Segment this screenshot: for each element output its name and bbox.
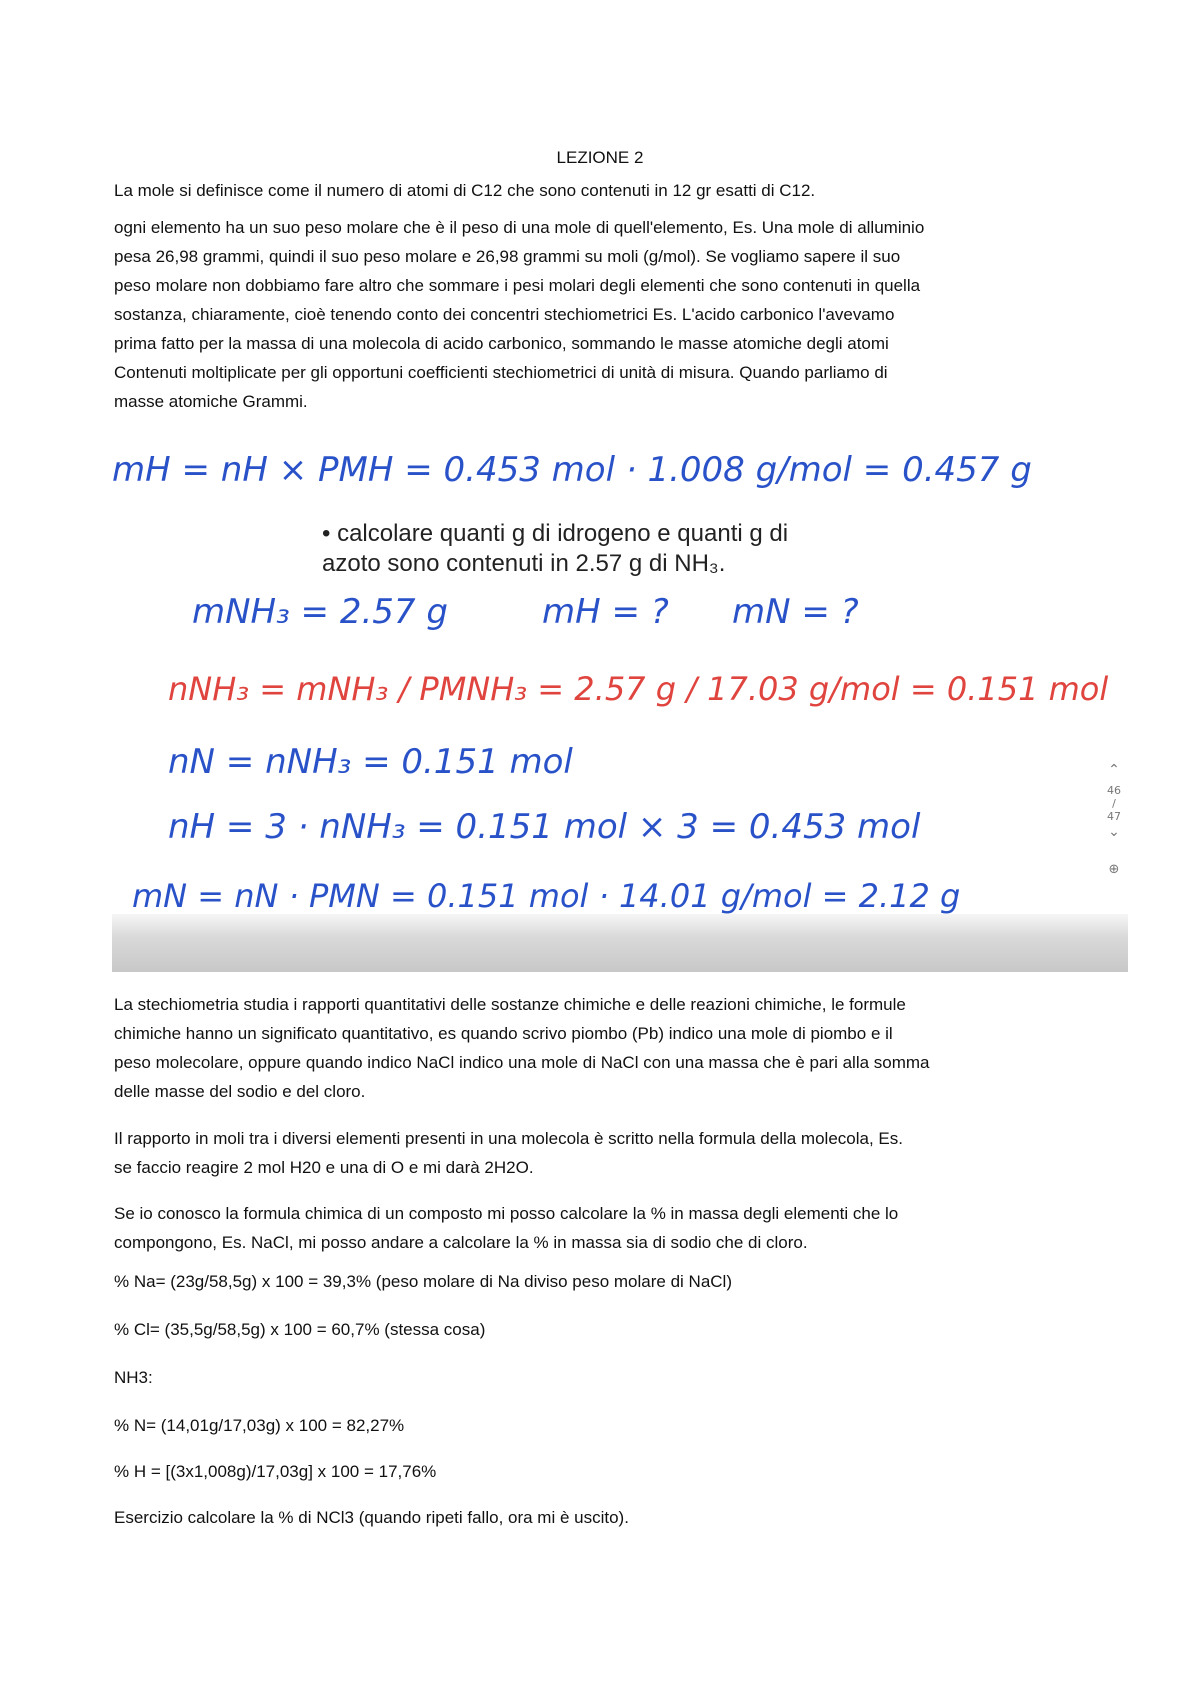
handwritten-mn-unknown: mN = ?	[732, 592, 859, 632]
paragraph-percentuale-massa	[114, 1199, 1099, 1257]
text-line: pesa 26,98 grammi, quindi il suo peso molare e 26,98 grammi su moli (g/mol). Se vogliamo sapere il suo	[114, 247, 901, 266]
text-line: sostanza, chiaramente, cioè tenendo conto dei concentri stechiometrici Es. L'acido carbonico l'avevamo	[114, 305, 895, 324]
exercise-text: Esercizio calcolare la % di NCl3 (quando ripeti fallo, ora mi è uscito).	[114, 1508, 629, 1527]
text-line: se faccio reagire 2 mol H20 e una di O e mi darà 2H2O.	[114, 1158, 534, 1177]
handwritten-m-n: mN = nN · PMN = 0.151 mol · 14.01 g/mol = 2.12 g	[132, 877, 961, 915]
intro-paragraph: La mole si definisce come il numero di atomi di C12 che sono contenuti in 12 gr esatti di C12.	[114, 181, 816, 200]
page-number-separator: /	[1112, 797, 1116, 810]
text-line: chimiche hanno un significato quantitativo, es quando scrivo piombo (Pb) indico una mole di piombo e il	[114, 1024, 893, 1043]
text-line: delle masse del sodio e del cloro.	[114, 1082, 366, 1101]
text-line: Se io conosco la formula chimica di un composto mi posso calcolare la % in massa degli elementi che lo	[114, 1204, 899, 1223]
viewer-bottom-bar	[112, 914, 1128, 972]
handwritten-mh-unknown: mH = ?	[542, 592, 669, 632]
chevron-down-icon[interactable]: ⌄	[1108, 824, 1120, 840]
formula-percent-na: % Na= (23g/58,5g) x 100 = 39,3% (peso molare di Na diviso peso molare di NaCl)	[114, 1272, 732, 1291]
text-line: peso molare non dobbiamo fare altro che sommare i pesi molari degli elementi che sono contenuti in quella	[114, 276, 921, 295]
chevron-up-icon[interactable]: ⌃	[1108, 762, 1120, 778]
text-line: Contenuti moltiplicate per gli opportuni coefficienti stechiometrici di unità di misura. Quando parliamo di	[114, 363, 888, 382]
handwritten-n-nh3: nNH₃ = mNH₃ / PMNH₃ = 2.57 g / 17.03 g/mol = 0.151 mol	[168, 670, 1109, 708]
handwritten-n-n: nN = nNH₃ = 0.151 mol	[168, 742, 573, 782]
slide-question-line-2: azoto sono contenuti in 2.57 g di NH₃.	[322, 550, 726, 577]
zoom-in-icon[interactable]: ⊕	[1108, 862, 1120, 877]
text-line: La stechiometria studia i rapporti quantitativi delle sostanze chimiche e delle reazioni chimiche, le formule	[114, 995, 906, 1014]
formula-percent-cl: % Cl= (35,5g/58,5g) x 100 = 60,7% (stessa cosa)	[114, 1320, 486, 1339]
text-line: masse atomiche Grammi.	[114, 392, 308, 411]
paragraph-stechiometria	[114, 990, 1099, 1106]
page-title: LEZIONE 2	[556, 148, 644, 167]
handwritten-n-h: nH = 3 · nNH₃ = 0.151 mol × 3 = 0.453 mol	[168, 807, 921, 847]
paragraph-peso-molare	[114, 213, 1099, 416]
text-line: prima fatto per la massa di una molecola di acido carbonico, sommando le masse atomiche degli atomi	[114, 334, 889, 353]
handwritten-mh-formula: mH = nH × PMH = 0.453 mol · 1.008 g/mol = 0.457 g	[112, 452, 1032, 490]
page-number-total: 47	[1107, 810, 1121, 823]
text-line: Il rapporto in moli tra i diversi elementi presenti in una molecola è scritto nella formula della molecola, Es.	[114, 1129, 903, 1148]
text-line: compongono, Es. NaCl, mi posso andare a calcolare la % in massa sia di sodio che di cloro.	[114, 1233, 808, 1252]
slide-question-line-1: • calcolare quanti g di idrogeno e quanti g di	[322, 520, 789, 547]
page-number-current: 46	[1107, 784, 1121, 797]
paragraph-rapporto-moli	[114, 1124, 1099, 1182]
label-nh3: NH3:	[114, 1368, 153, 1387]
text-line: peso molecolare, oppure quando indico NaCl indico una mole di NaCl con una massa che è pari alla somma	[114, 1053, 930, 1072]
embedded-lecture-screenshot	[112, 452, 1128, 972]
formula-percent-n: % N= (14,01g/17,03g) x 100 = 82,27%	[114, 1416, 405, 1435]
formula-percent-h: % H = [(3x1,008g)/17,03g] x 100 = 17,76%	[114, 1462, 437, 1481]
text-line: ogni elemento ha un suo peso molare che è il peso di una mole di quell'elemento, Es. Una mole di alluminio	[114, 218, 925, 237]
handwritten-m-nh3: mNH₃ = 2.57 g	[192, 592, 448, 632]
